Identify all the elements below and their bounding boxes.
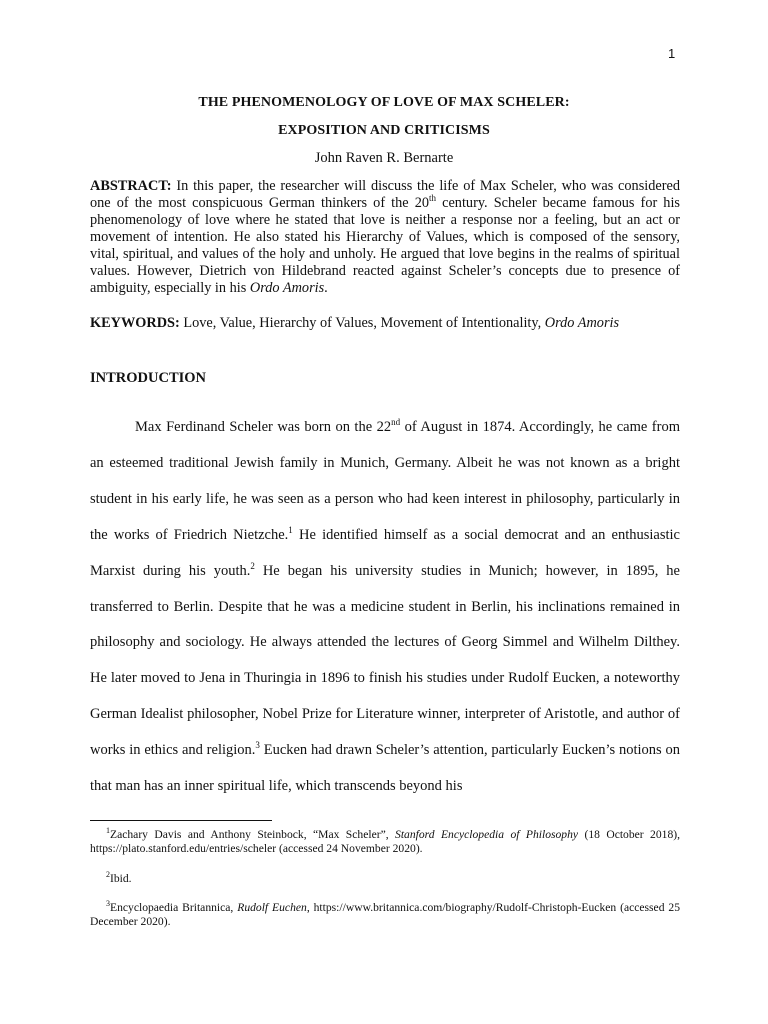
intro-text-e: Eucken had drawn Scheler’s attention, particularly Eucken’s notions on that man has an inner spiritual life, which transcends beyond his [90, 742, 680, 795]
footnote-1-mark: 1 [106, 826, 110, 836]
intro-text-c: He identified himself as a social democrat and an enthusiastic Marxist during his youth. [90, 526, 680, 579]
footnote-1-italic: Stanford Encyclopedia of Philosophy [395, 828, 579, 841]
abstract-italic-term: Ordo Amoris [249, 280, 325, 296]
keywords-label: KEYWORDS: [90, 315, 180, 331]
section-heading-introduction: INTRODUCTION [90, 370, 207, 386]
abstract-paragraph [90, 178, 680, 297]
keywords-text: Love, Value, Hierarchy of Values, Movement of Intentionality, [179, 315, 545, 331]
paper-title-line-1: THE PHENOMENOLOGY OF LOVE OF MAX SCHELER: [198, 95, 570, 110]
paper-title-line-2: EXPOSITION AND CRITICISMS [278, 123, 490, 138]
author-name: John Raven R. Bernarte [314, 150, 454, 166]
footnote-1-text-a: Zachary Davis and Anthony Steinbock, “Max Scheler”, [110, 828, 396, 841]
keywords-italic-term: Ordo Amoris [544, 315, 620, 331]
footnote-3-italic: Rudolf Euchen [237, 901, 307, 914]
footnote-1-text-b: (18 October 2018), https://plato.stanford.edu/entries/scheler (accessed 24 November 2020). [90, 828, 681, 855]
footnote-ref-1[interactable]: 1 [288, 524, 293, 535]
abstract-end: . [324, 280, 328, 296]
intro-text-d: He began his university studies in Munich; however, in 1895, he transferred to Berlin. Despite that he was a medicine student in Berlin, his inclinations remained in philosophy and sociology. He always attended the lectures of Georg Simmel and Wilhelm Dilthey. He later moved to Jena in Thuringia in 1896 to finish his studies under Rudolf Eucken, a noteworthy German Idealist philosopher, Nobel Prize for Literature winner, interpreter of Aristotle, and author of works in ethics and religion. [90, 562, 680, 759]
footnote-3-text-b: , https://www.britannica.com/biography/Rudolf-Christoph-Eucken (accessed 25 December 2020). [90, 901, 680, 928]
abstract-label: ABSTRACT: [90, 178, 172, 194]
introduction-paragraph [90, 410, 680, 805]
footnote-3-text-a: Encyclopaedia Britannica, [110, 901, 238, 914]
keywords-line [90, 315, 680, 332]
footnote-1 [90, 828, 680, 856]
footnote-3-mark: 3 [106, 899, 110, 909]
footnote-2-text: Ibid. [110, 872, 132, 885]
intro-text-b: of August in 1874. Accordingly, he came from an esteemed traditional Jewish family in Munich, Germany. Albeit he was not known as a bright student in his early life, he was seen as a person who had keen interest in philosophy, particularly in the works of Friedrich Nietzche. [90, 419, 680, 543]
footnote-ref-2[interactable]: 2 [250, 560, 255, 571]
footnote-ref-3[interactable]: 3 [255, 740, 260, 751]
page-number: 1 [668, 46, 676, 61]
footnote-3 [90, 901, 680, 929]
footnote-separator [90, 820, 272, 821]
abstract-text-part-2: century. Scheler became famous for his phenomenology of love where he stated that love is neither a response nor a feeling, but an act or movement of intention. He also stated his Hierarchy of Values, which is composed of the sensory, vital, spiritual, and values of the holy and unholy. He argued that love begins in the realms of spiritual values. However, Dietrich von Hildebrand reacted against Scheler’s concepts due to presence of ambiguity, especially in his [90, 195, 680, 296]
intro-text-a: Max Ferdinand Scheler was born on the 22 [135, 419, 392, 435]
abstract-superscript: th [429, 193, 437, 204]
abstract-text-part-1: In this paper, the researcher will discuss the life of Max Scheler, who was considered one of the most conspicuous German thinkers of the 20 [90, 178, 680, 211]
footnote-2-mark: 2 [106, 870, 110, 880]
intro-ordinal-sup: nd [391, 417, 401, 428]
footnote-2 [90, 872, 680, 886]
